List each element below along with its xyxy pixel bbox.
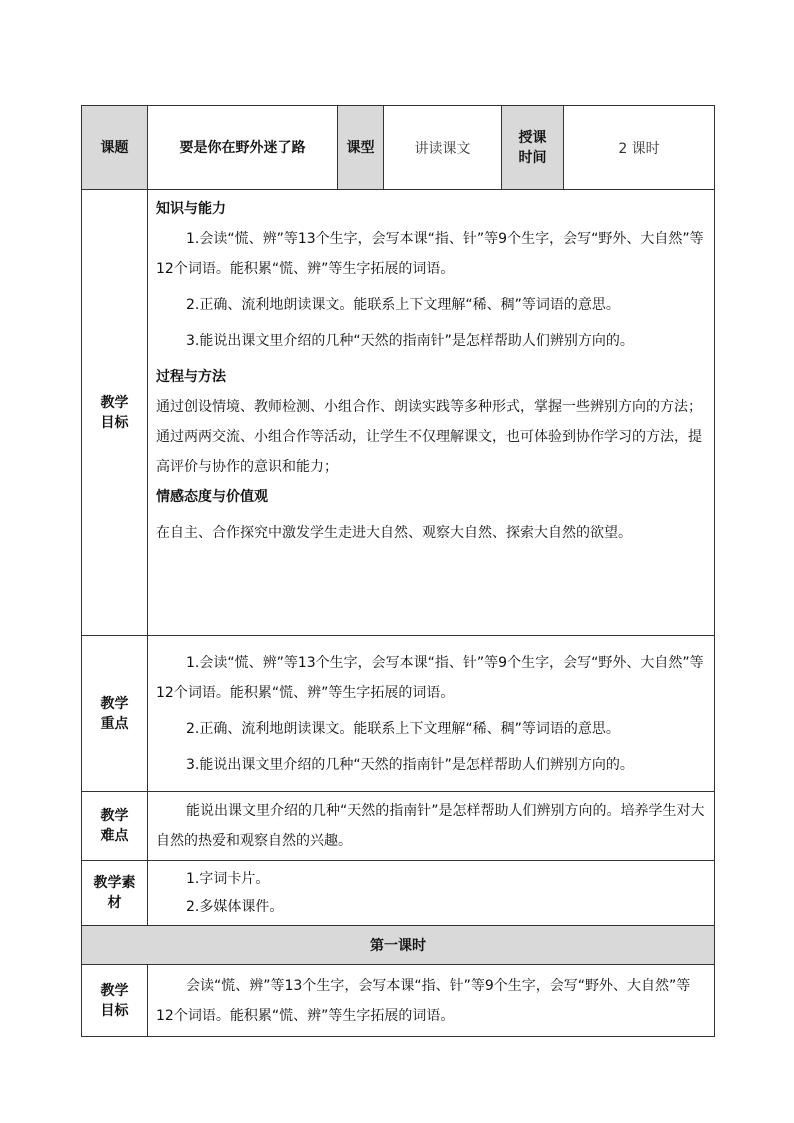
first-lesson-goals-content xyxy=(148,965,715,1037)
type-value: 讲读课文 xyxy=(384,106,502,190)
lesson-plan-table xyxy=(81,105,715,1037)
goals-row xyxy=(82,190,715,636)
time-label: 授课时间 xyxy=(502,106,564,190)
key-point-item: 1.会读“慌、辨”等13个生字，会写本课“指、针”等9个生字，会写“野外、大自然”等12个词语。能积累“慌、辨”等生字拓展的词语。 xyxy=(156,654,704,701)
materials-label: 教学素材 xyxy=(82,861,148,926)
key-points-content xyxy=(148,636,715,792)
goals-label: 教学目标 xyxy=(82,190,148,636)
first-lesson-goals-label: 教学目标 xyxy=(82,965,148,1037)
key-point-item: 3.能说出课文里介绍的几种“天然的指南针”是怎样帮助人们辨别方向的。 xyxy=(186,756,634,773)
first-lesson-goals-text: 会读“慌、辨”等13个生字，会写本课“指、针”等9个生字，会写“野外、大自然”等12个词语。能积累“慌、辨”等生字拓展的词语。 xyxy=(156,977,691,1024)
goals-content xyxy=(148,190,715,636)
first-lesson-goals-row xyxy=(82,965,715,1037)
process-item: 通过两两交流、小组合作等活动，让学生不仅理解课文，也可体验到协作学习的方法，提高评价与协作的意识和能力； xyxy=(156,429,702,475)
goal-item: 2.正确、流利地朗读课文。能联系上下文理解“稀、稠”等词语的意思。 xyxy=(186,297,620,313)
material-item: 1.字词卡片。 xyxy=(186,871,270,887)
difficulties-row xyxy=(82,792,715,861)
first-lesson-heading: 第一课时 xyxy=(82,926,715,965)
key-points-label: 教学重点 xyxy=(82,636,148,792)
difficulties-label: 教学难点 xyxy=(82,792,148,861)
materials-content xyxy=(148,861,715,926)
title-label: 课题 xyxy=(82,106,148,190)
material-item: 2.多媒体课件。 xyxy=(186,899,284,915)
key-point-item: 2.正确、流利地朗读课文。能联系上下文理解“稀、稠”等词语的意思。 xyxy=(186,720,620,737)
first-lesson-row xyxy=(82,926,715,965)
materials-row xyxy=(82,861,715,926)
goal-item: 3.能说出课文里介绍的几种“天然的指南针”是怎样帮助人们辨别方向的。 xyxy=(186,333,634,349)
difficulties-text: 能说出课文里介绍的几种“天然的指南针”是怎样帮助人们辨别方向的。培养学生对大自然的热爱和观察自然的兴趣。 xyxy=(156,803,705,849)
type-label: 课型 xyxy=(338,106,384,190)
difficulties-content xyxy=(148,792,715,861)
lesson-title: 要是你在野外迷了路 xyxy=(148,106,338,190)
time-value: 2 课时 xyxy=(564,106,715,190)
key-points-row xyxy=(82,636,715,792)
process-item: 通过创设情境、教师检测、小组合作、朗读实践等多种形式，掌握一些辨别方向的方法； xyxy=(156,399,702,415)
header-row xyxy=(82,106,715,190)
knowledge-heading: 知识与能力 xyxy=(156,201,226,217)
goal-item: 1.会读“慌、辨”等13个生字，会写本课“指、针”等9个生字，会写“野外、大自然”等12个词语。能积累“慌、辨”等生字拓展的词语。 xyxy=(156,231,704,277)
process-heading: 过程与方法 xyxy=(156,369,226,385)
emotion-heading: 情感态度与价值观 xyxy=(156,489,268,505)
emotion-text: 在自主、合作探究中激发学生走进大自然、观察大自然、探索大自然的欲望。 xyxy=(156,525,632,541)
